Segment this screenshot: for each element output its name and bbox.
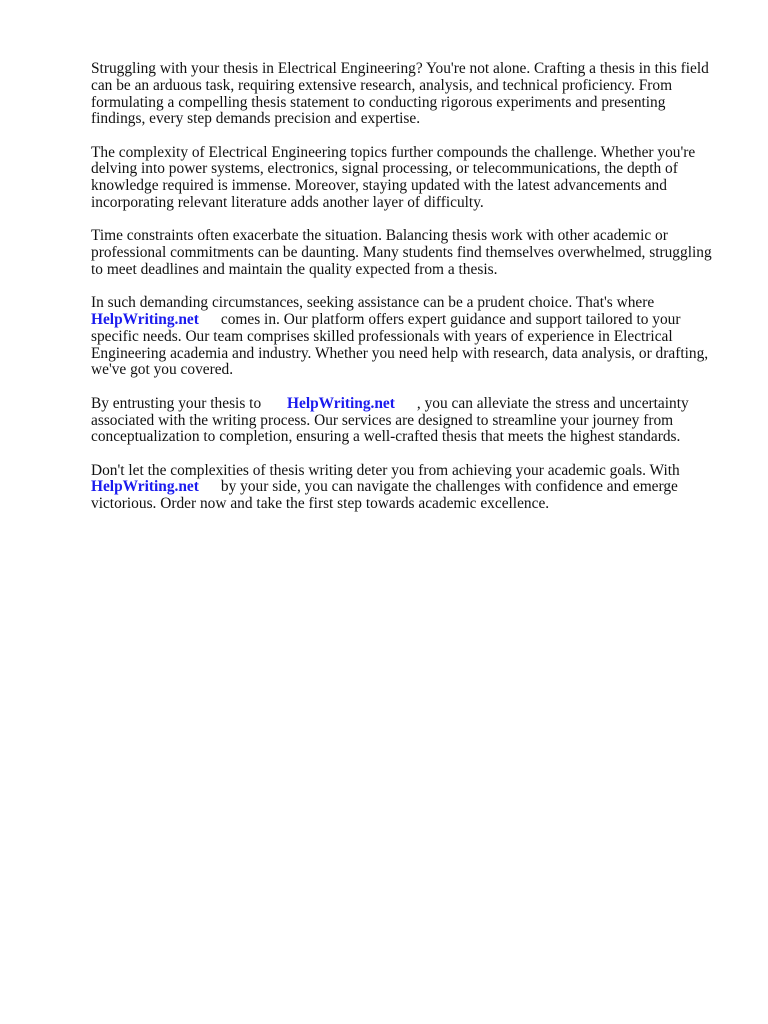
paragraph-entrusting-thesis [91,396,721,446]
paragraph-seeking-assistance [91,295,721,379]
paragraph-time-constraints: Time constraints often exacerbate the situation. Balancing thesis work with other academic or professional commitments can be daunting. Many students find themselves overwhelmed, struggling to meet deadlines and maintain the quality expected from a thesis. [91,227,712,278]
paragraph-text: , you can alleviate the stress and uncertainty associated with the writing process. Our services are designed to streamline your journey from conceptualization to completion, ensuring a well-crafted thesis that meets the highest standards. [91,394,689,446]
paragraph-topic-complexity: The complexity of Electrical Engineering topics further compounds the challenge. Whether you're delving into power systems, electronics, signal processing, or telecommunications, the depth of knowledge required is immense. Moreover, staying updated with the latest advancements and incorporating relevant literature adds another layer of difficulty. [91,143,696,212]
helpwriting-link[interactable]: HelpWriting.net [287,394,395,412]
paragraph-text: comes in. Our platform offers expert guidance and support tailored to your specific needs. Our team comprises skilled professionals with years of experience in Electrical Engineering academia and industry. Whether you need help with research, data analysis, or drafting, we've got you covered. [91,311,709,379]
helpwriting-link[interactable]: HelpWriting.net [91,478,199,496]
helpwriting-link[interactable]: HelpWriting.net [91,311,199,329]
paragraph-text: By entrusting your thesis to [91,394,262,412]
paragraph-text: Don't let the complexities of thesis writing deter you from achieving your academic goals. With [91,461,680,479]
document-page [91,61,721,530]
paragraph-text: by your side, you can navigate the challenges with confidence and emerge victorious. Order now and take the first step towards academic excellence. [91,478,678,513]
paragraph-thesis-struggle: Struggling with your thesis in Electrical Engineering? You're not alone. Crafting a thesis in this field can be an arduous task, requiring extensive research, analysis, and technical proficiency. From formulating a compelling thesis statement to conducting rigorous experiments and presenting findings, every step demands precision and expertise. [91,60,709,128]
paragraph-text: In such demanding circumstances, seeking assistance can be a prudent choice. That's where [91,294,655,312]
paragraph-closing [91,463,721,513]
